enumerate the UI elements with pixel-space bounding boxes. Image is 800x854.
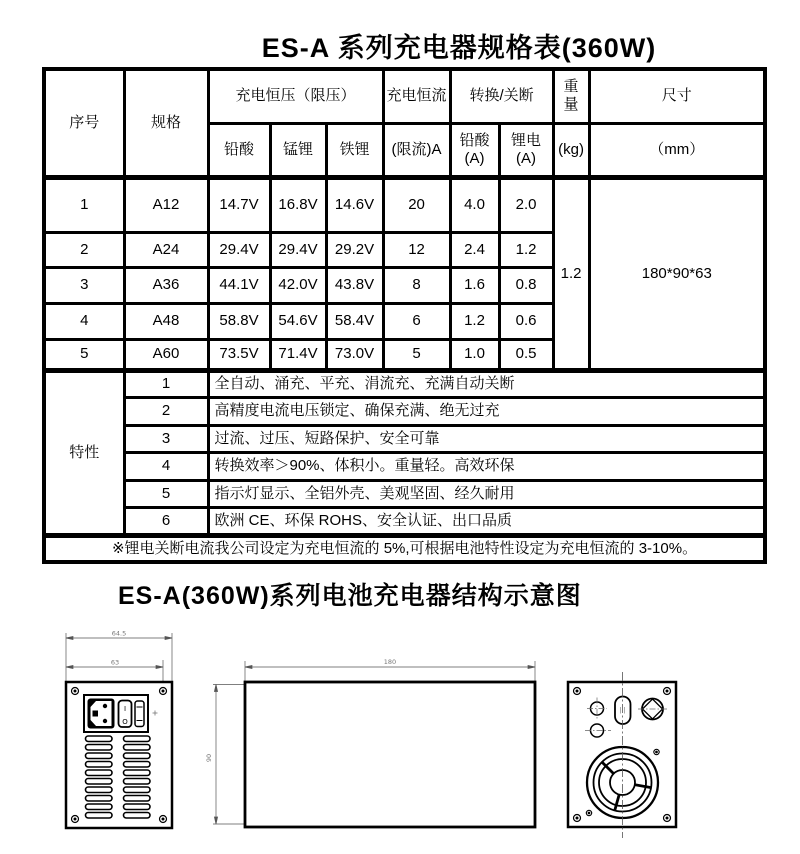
- feature-row: [44, 398, 765, 426]
- col-header-weight-unit: (kg): [553, 123, 589, 177]
- dimension-label: 63: [110, 658, 120, 667]
- structure-diagram: [0, 610, 800, 854]
- feature-text: 全自动、涌充、平充、涓流充、充满自动关断: [208, 370, 765, 398]
- col-header-cv-mn: 锰锂: [270, 123, 326, 177]
- feature-text: 过流、过压、短路保护、安全可靠: [208, 425, 765, 453]
- feature-row: [44, 453, 765, 481]
- feature-row: [44, 425, 765, 453]
- col-header-size-unit: （mm）: [589, 123, 765, 177]
- feature-no: 1: [124, 370, 208, 398]
- feature-text: 欧洲 CE、环保 ROHS、安全认证、出口品质: [208, 508, 765, 536]
- cell-size: 180*90*63: [589, 177, 765, 370]
- feature-no: 4: [124, 453, 208, 481]
- footnote-row: [44, 535, 765, 562]
- cell-cv-mn: 54.6V: [270, 303, 326, 339]
- cell-cut-lead: 2.4: [450, 232, 499, 267]
- cell-cv-fe: 73.0V: [326, 339, 383, 370]
- cell-cut-lead: 4.0: [450, 177, 499, 232]
- cell-cut-li: 0.5: [499, 339, 553, 370]
- col-header-size: 尺寸: [589, 69, 765, 123]
- cell-model: A24: [124, 232, 208, 267]
- cell-cv-lead: 14.7V: [208, 177, 270, 232]
- col-header-cv-fe: 铁锂: [326, 123, 383, 177]
- footnote-text: ※锂电关断电流我公司设定为充电恒流的 5%,可根据电池特性设定为充电恒流的 3-10%。: [44, 535, 765, 562]
- feature-row: [44, 508, 765, 536]
- col-header-cutoff-lead: 铅酸(A): [450, 123, 499, 177]
- cell-cut-li: 1.2: [499, 232, 553, 267]
- cell-cc: 20: [383, 177, 450, 232]
- feature-no: 3: [124, 425, 208, 453]
- feature-text: 指示灯显示、全铝外壳、美观坚固、经久耐用: [208, 480, 765, 508]
- cell-serial: 5: [44, 339, 124, 370]
- cell-cv-fe: 29.2V: [326, 232, 383, 267]
- cell-cv-lead: 29.4V: [208, 232, 270, 267]
- header-row-1: [44, 69, 765, 123]
- col-header-cutoff-group: 转换/关断: [450, 69, 553, 123]
- rocker-switch-icon: [119, 701, 132, 728]
- cell-weight: 1.2: [553, 177, 589, 370]
- cell-serial: 1: [44, 177, 124, 232]
- cell-cv-lead: 73.5V: [208, 339, 270, 370]
- feature-text: 高精度电流电压锁定、确保充满、绝无过充: [208, 398, 765, 426]
- cell-cv-fe: 58.4V: [326, 303, 383, 339]
- rear-view: [568, 672, 676, 838]
- cell-cc: 6: [383, 303, 450, 339]
- cell-model: A36: [124, 267, 208, 303]
- power-entry-module: [84, 695, 158, 732]
- feature-text: 转换效率＞90%、体积小。重量轻。高效环保: [208, 453, 765, 481]
- cell-cut-lead: 1.6: [450, 267, 499, 303]
- cell-cut-li: 0.6: [499, 303, 553, 339]
- switch-off-label: O: [122, 718, 128, 726]
- cell-cc: 5: [383, 339, 450, 370]
- cell-cut-lead: 1.0: [450, 339, 499, 370]
- side-view: [205, 658, 535, 827]
- fuse-holder-icon: [135, 701, 144, 727]
- ac-inlet-icon: [88, 699, 115, 729]
- col-header-cutoff-li: 锂电(A): [499, 123, 553, 177]
- col-header-model: 规格: [124, 69, 208, 177]
- diagram-title: ES-A(360W)系列电池充电器结构示意图: [118, 582, 582, 610]
- feature-no: 5: [124, 480, 208, 508]
- side-panel-outline: [245, 682, 535, 827]
- col-header-cc-bottom: (限流)A: [383, 123, 450, 177]
- feature-no: 2: [124, 398, 208, 426]
- cell-cv-lead: 44.1V: [208, 267, 270, 303]
- feature-row: [44, 480, 765, 508]
- cell-cut-li: 2.0: [499, 177, 553, 232]
- page-title: ES-A 系列充电器规格表(360W): [261, 33, 657, 63]
- cell-cc: 12: [383, 232, 450, 267]
- features-label: 特性: [44, 370, 124, 535]
- cell-cv-mn: 42.0V: [270, 267, 326, 303]
- cell-serial: 3: [44, 267, 124, 303]
- dimension-label: 64.5: [111, 629, 127, 638]
- col-header-weight: 重量: [553, 69, 589, 123]
- dimension-lines: [66, 633, 172, 681]
- col-header-serial: 序号: [44, 69, 124, 177]
- col-header-cv-group: 充电恒压（限压）: [208, 69, 383, 123]
- cell-cc: 8: [383, 267, 450, 303]
- switch-on-label: I: [123, 705, 127, 713]
- col-header-cc-top: 充电恒流: [383, 69, 450, 123]
- feature-row: [44, 370, 765, 398]
- cell-cv-fe: 43.8V: [326, 267, 383, 303]
- feature-no: 6: [124, 508, 208, 536]
- cell-cv-lead: 58.8V: [208, 303, 270, 339]
- cell-cv-fe: 14.6V: [326, 177, 383, 232]
- col-header-cv-lead: 铅酸: [208, 123, 270, 177]
- cell-model: A60: [124, 339, 208, 370]
- cell-model: A12: [124, 177, 208, 232]
- dimension-label: 180: [383, 658, 397, 666]
- cell-cut-li: 0.8: [499, 267, 553, 303]
- table-row: [44, 177, 765, 232]
- spec-table: [42, 67, 767, 564]
- front-view: [66, 630, 172, 829]
- cell-serial: 4: [44, 303, 124, 339]
- dimension-label: 90: [205, 753, 213, 763]
- cell-cv-mn: 16.8V: [270, 177, 326, 232]
- cell-cv-mn: 71.4V: [270, 339, 326, 370]
- cell-cv-mn: 29.4V: [270, 232, 326, 267]
- cell-model: A48: [124, 303, 208, 339]
- cell-cut-lead: 1.2: [450, 303, 499, 339]
- cell-serial: 2: [44, 232, 124, 267]
